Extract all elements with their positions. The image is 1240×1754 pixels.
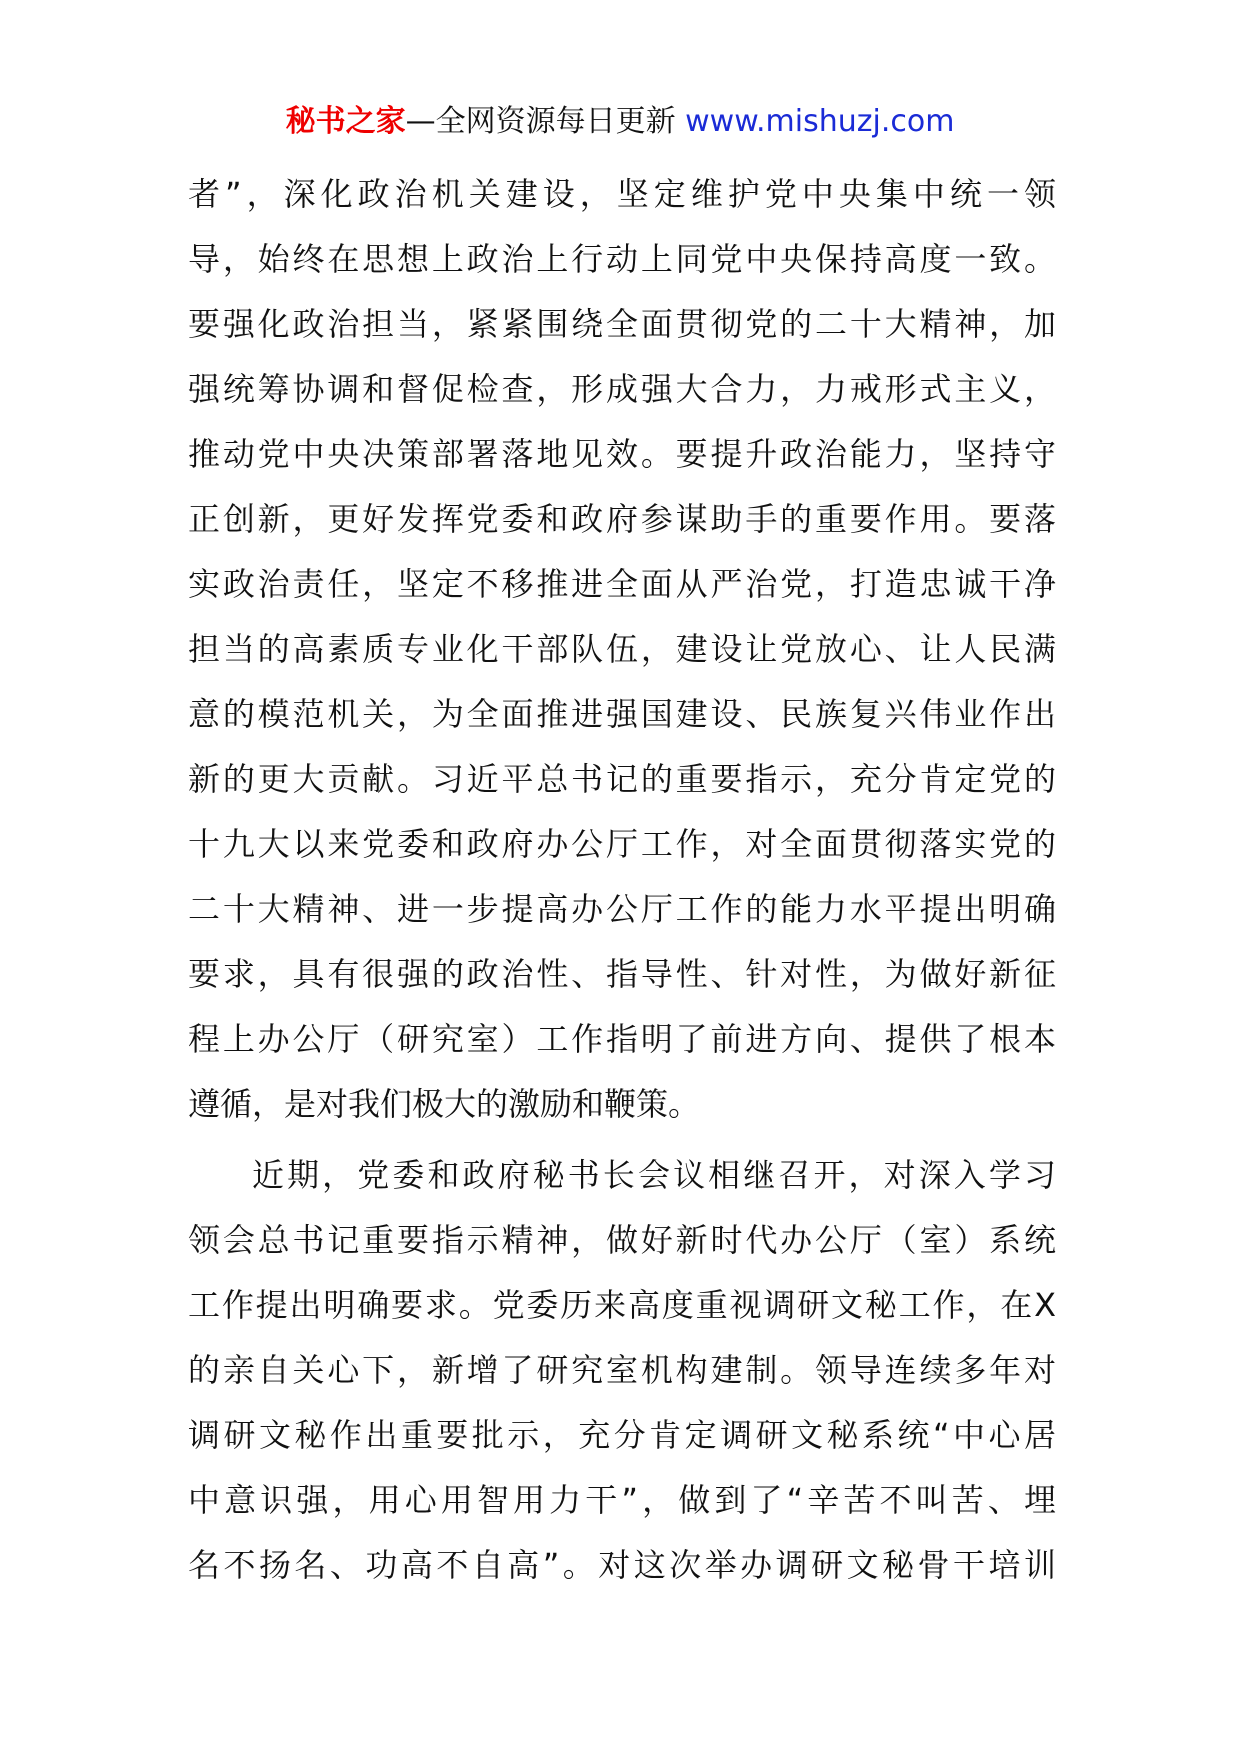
text-line: 意的模范机关，为全面推进强国建设、民族复兴伟业作出: [188, 695, 1056, 733]
text-line: 担当的高素质专业化干部队伍，建设让党放心、让人民满: [188, 630, 1056, 668]
text-line: 十九大以来党委和政府办公厅工作，对全面贯彻落实党的: [188, 825, 1056, 863]
text-line: 者”，深化政治机关建设，坚定维护党中央集中统一领: [188, 175, 1056, 213]
text-line: 程上办公厅（研究室）工作指明了前进方向、提供了根本: [188, 1020, 1056, 1058]
text-line: 调研文秘作出重要批示，充分肯定调研文秘系统“中心居: [188, 1416, 1056, 1454]
text-line: 二十大精神、进一步提高办公厅工作的能力水平提出明确: [188, 890, 1056, 928]
text-line: 近期，党委和政府秘书长会议相继召开，对深入学习: [252, 1156, 1056, 1194]
text-line: 遵循，是对我们极大的激励和鞭策。: [188, 1085, 701, 1123]
text-line: 要强化政治担当，紧紧围绕全面贯彻党的二十大精神，加: [188, 305, 1056, 343]
text-line: 新的更大贡献。习近平总书记的重要指示，充分肯定党的: [188, 760, 1056, 798]
text-line: 领会总书记重要指示精神，做好新时代办公厅（室）系统: [188, 1221, 1056, 1259]
paragraph-2: [188, 1143, 1056, 1598]
text-line: 正创新，更好发挥党委和政府参谋助手的重要作用。要落: [188, 500, 1056, 538]
text-line: 的亲自关心下，新增了研究室机构建制。领导连续多年对: [188, 1351, 1056, 1389]
page-header: [0, 100, 1240, 144]
text-line: 中意识强，用心用智用力干”，做到了“辛苦不叫苦、埋: [188, 1481, 1056, 1519]
paragraph-1: [188, 162, 1056, 1137]
header-tagline: —全网资源每日更新: [405, 104, 676, 139]
text-line: 强统筹协调和督促检查，形成强大合力，力戒形式主义，: [188, 370, 1056, 408]
text-line: 名不扬名、功高不自高”。对这次举办调研文秘骨干培训: [188, 1546, 1056, 1584]
text-line: 导，始终在思想上政治上行动上同党中央保持高度一致。: [188, 240, 1056, 278]
site-url-link[interactable]: www.mishuzj.com: [685, 104, 955, 139]
text-line: 推动党中央决策部署落地见效。要提升政治能力，坚持守: [188, 435, 1056, 473]
text-line: 工作提出明确要求。党委历来高度重视调研文秘工作，在X: [188, 1286, 1056, 1324]
document-body: [188, 162, 1056, 1598]
text-line: 要求，具有很强的政治性、指导性、针对性，为做好新征: [188, 955, 1056, 993]
brand-name: 秘书之家: [285, 104, 406, 139]
text-line: 实政治责任，坚定不移推进全面从严治党，打造忠诚干净: [188, 565, 1056, 603]
